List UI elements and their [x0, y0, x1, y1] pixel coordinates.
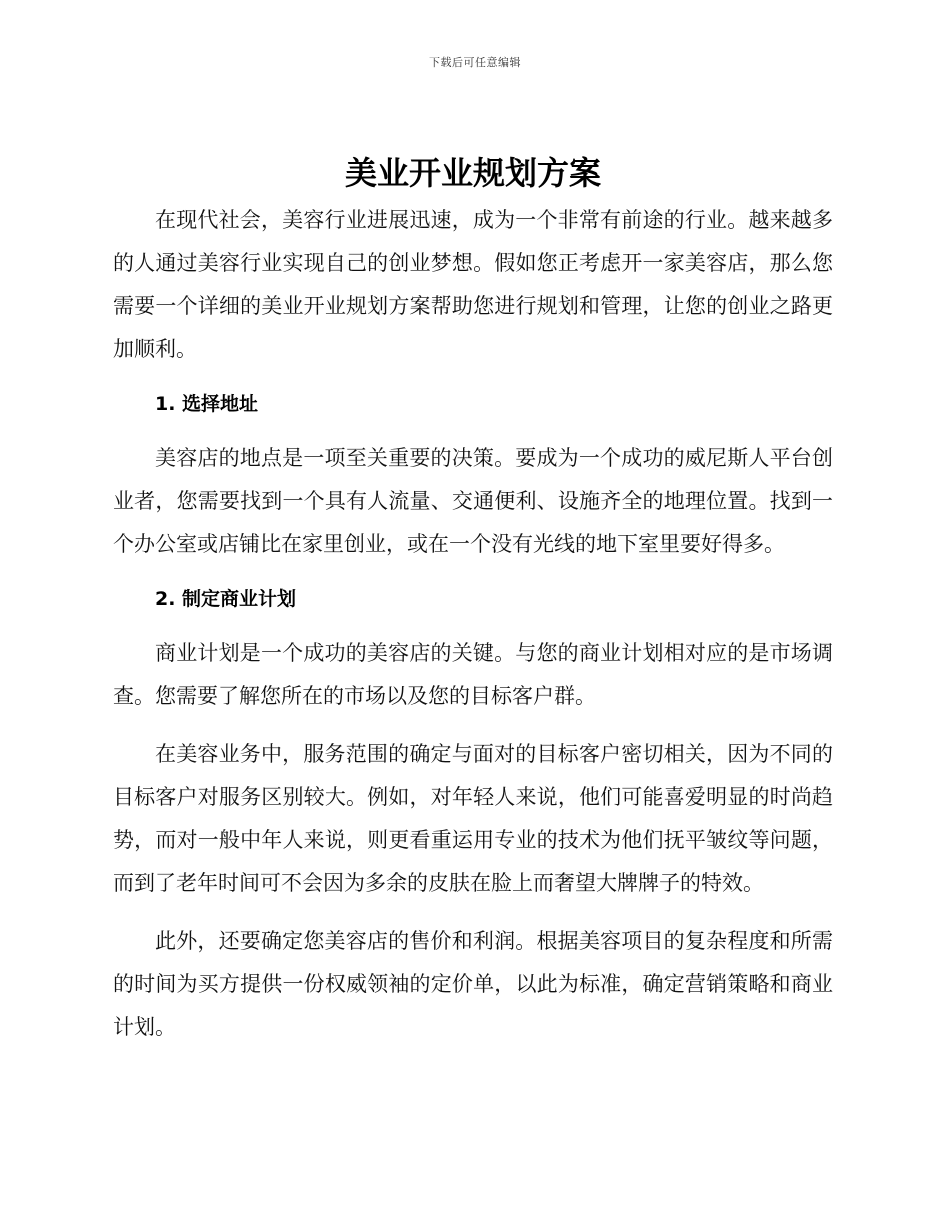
document-body [113, 150, 833, 1049]
section-heading: 2. 制定商业计划 [155, 588, 297, 610]
section-heading: 1. 选择地址 [155, 393, 259, 415]
section-paragraph: 商业计划是一个成功的美容店的关键。与您的商业计划相对应的是市场调查。您需要了解您所在的市场以及您的目标客户群。 [113, 641, 833, 708]
intro-paragraph: 在现代社会，美容行业进展迅速，成为一个非常有前途的行业。越来越多的人通过美容行业实现自己的创业梦想。假如您正考虑开一家美容店，那么您需要一个详细的美业开业规划方案帮助您进行规划和管理，让您的创业之路更加顺利。 [113, 208, 833, 361]
document-title: 美业开业规划方案 [344, 154, 601, 192]
section-business-plan [113, 584, 833, 1049]
section-paragraph: 在美容业务中，服务范围的确定与面对的目标客户密切相关，因为不同的目标客户对服务区别较大。例如，对年轻人来说，他们可能喜爱明显的时尚趋势，而对一般中年人来说，则更看重运用专业的技术为他们抚平皱纹等问题，而到了老年时间可不会因为多余的皮肤在脸上而奢望大牌牌子的特效。 [113, 742, 833, 895]
section-location [113, 389, 833, 566]
section-paragraph: 此外，还要确定您美容店的售价和利润。根据美容项目的复杂程度和所需的时间为买方提供一份权威领袖的定价单，以此为标准，确定营销策略和商业计划。 [113, 929, 833, 1039]
page-header-note: 下载后可任意编辑 [429, 56, 521, 69]
section-paragraph: 美容店的地点是一项至关重要的决策。要成为一个成功的威尼斯人平台创业者，您需要找到一个具有人流量、交通便利、设施齐全的地理位置。找到一个办公室或店铺比在家里创业，或在一个没有光线的地下室里要好得多。 [113, 446, 833, 556]
